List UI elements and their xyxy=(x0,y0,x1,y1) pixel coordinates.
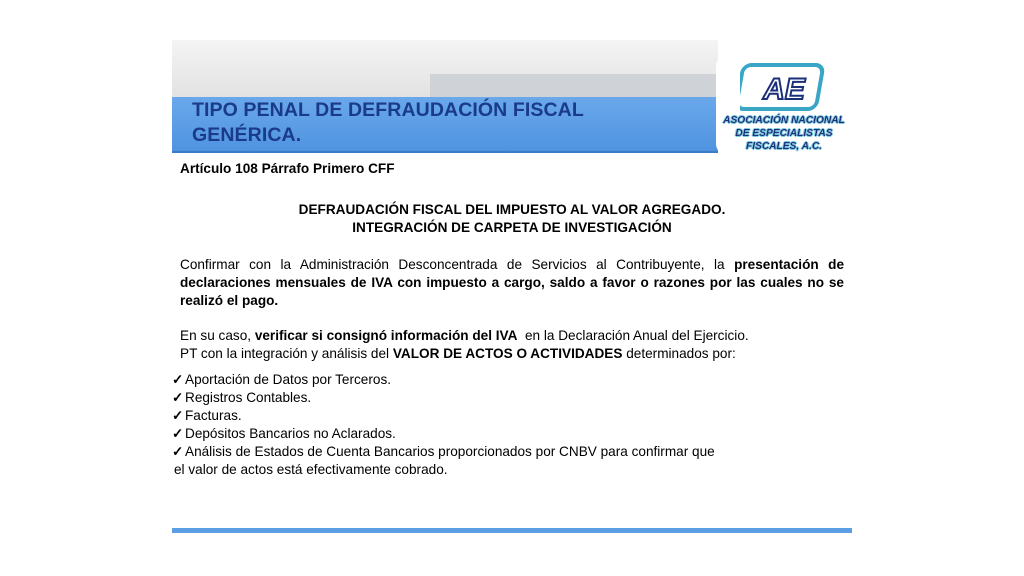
text-run: PT con la integración y análisis del xyxy=(180,346,393,361)
title-line-2: GENÉRICA. xyxy=(192,124,302,146)
check-icon: ✓ xyxy=(172,444,184,459)
paragraph-verify-line-1 xyxy=(180,327,844,345)
logo-mark: AE xyxy=(763,73,805,106)
logo-line-3: FISCALES, A.C. xyxy=(745,141,823,152)
checklist-item xyxy=(172,425,836,443)
section-heading xyxy=(180,201,844,237)
logo-line-2: DE ESPECIALISTAS xyxy=(735,128,833,139)
text-run: en la Declaración Anual del Ejercicio. xyxy=(517,328,749,343)
paragraph-confirm-normal: Confirmar con la Administración Desconcentrada de Servicios al Contribuyente, la xyxy=(180,257,735,272)
title-line-1: TIPO PENAL DE DEFRAUDACIÓN FISCAL xyxy=(192,99,584,121)
article-reference: Artículo 108 Párrafo Primero CFF xyxy=(180,161,395,176)
ae-logo-icon xyxy=(740,62,832,114)
checklist-item xyxy=(172,443,836,461)
text-run: En su caso, xyxy=(180,328,255,343)
logo-line-1: ASOCIACIÓN NACIONAL xyxy=(723,115,845,126)
checklist-item xyxy=(172,371,836,389)
checklist xyxy=(172,371,836,479)
text-run-bold: VALOR DE ACTOS O ACTIVIDADES xyxy=(392,346,623,361)
checklist-item xyxy=(172,389,836,407)
footer-bar xyxy=(172,528,852,533)
logo-text xyxy=(716,114,852,153)
paragraph-verify-line-2 xyxy=(180,345,844,363)
checklist-item-label: Registros Contables. xyxy=(185,390,312,405)
checklist-item-label: Depósitos Bancarios no Aclarados. xyxy=(185,426,396,441)
check-icon: ✓ xyxy=(172,426,184,441)
paragraph-verify xyxy=(180,327,844,363)
checklist-item xyxy=(172,407,836,425)
header-grey-accent xyxy=(430,74,718,98)
text-run-bold: verificar si consignó información del IVA xyxy=(254,328,518,343)
checklist-item-label: Facturas. xyxy=(185,408,242,423)
section-heading-line-2: INTEGRACIÓN DE CARPETA DE INVESTIGACIÓN xyxy=(352,220,672,235)
checklist-continuation: el valor de actos está efectivamente cobrado. xyxy=(174,462,448,477)
check-icon: ✓ xyxy=(172,390,184,405)
paragraph-confirm-bold: presentación de declaraciones mensuales de IVA con impuesto a cargo, saldo a favor o razones por las cuales no se realizó el pago. xyxy=(180,257,845,308)
association-logo xyxy=(716,56,852,154)
section-heading-line-1: DEFRAUDACIÓN FISCAL DEL IMPUESTO AL VALOR AGREGADO. xyxy=(298,202,726,217)
check-icon: ✓ xyxy=(172,408,184,423)
text-run: determinados por: xyxy=(622,346,736,361)
checklist-item-label: Aportación de Datos por Terceros. xyxy=(185,372,392,387)
slide-title xyxy=(192,98,712,148)
header-underline xyxy=(172,151,718,153)
paragraph-confirm xyxy=(180,256,844,310)
check-icon: ✓ xyxy=(172,372,184,387)
checklist-item-label: Análisis de Estados de Cuenta Bancarios proporcionados por CNBV para confirmar que xyxy=(185,444,715,459)
